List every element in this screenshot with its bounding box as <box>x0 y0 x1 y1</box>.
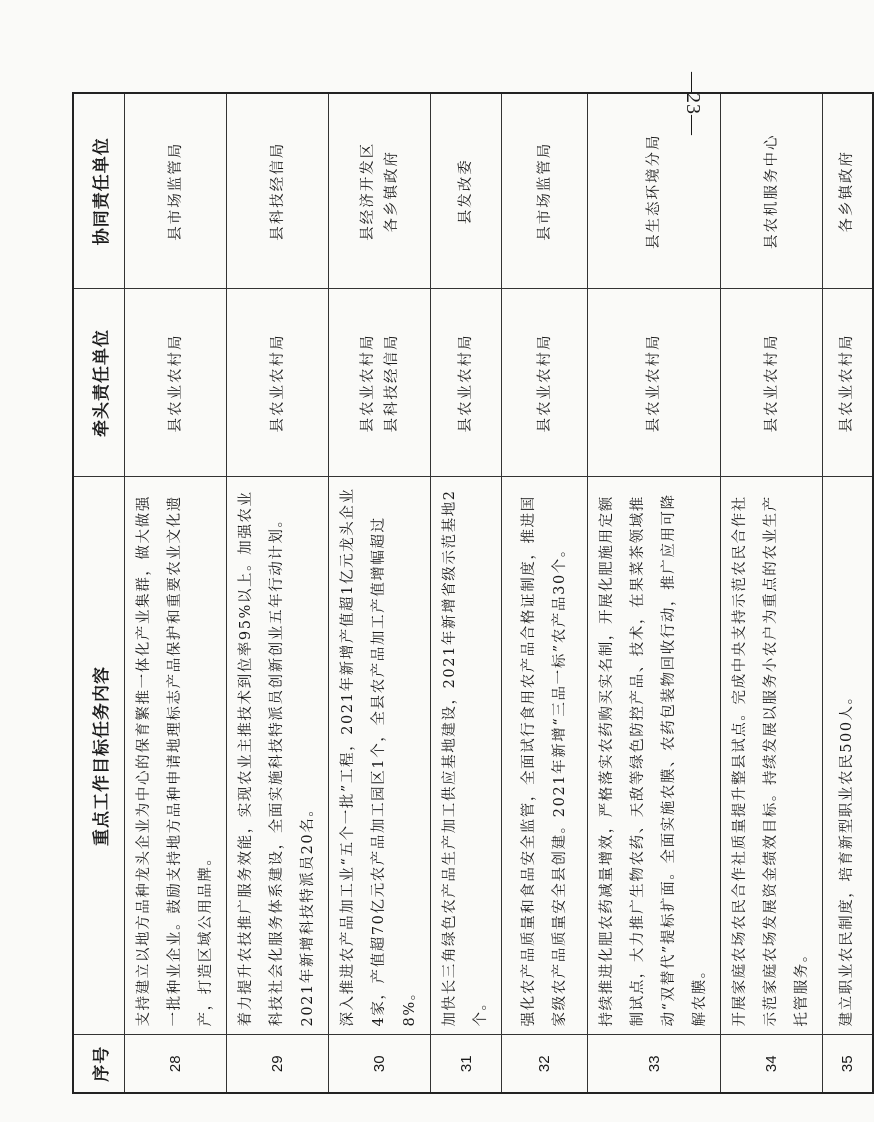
co-unit-name: 县发改委 <box>458 158 474 225</box>
row-lead-unit <box>125 289 227 477</box>
lead-unit-name: 县科技经信局 <box>383 333 400 433</box>
row-seq: 33 <box>588 1035 721 1093</box>
row-task: 强化农产品质量和食品安全监管，全面试行食用农产品合格证制度，推进国家级农产品质量安全县创建。2021年新增“三品一标”农产品30个。 <box>502 477 588 1035</box>
task-table <box>72 92 874 1094</box>
row-lead-unit <box>502 289 588 477</box>
row-lead-unit <box>721 289 823 477</box>
row-seq: 28 <box>125 1035 227 1093</box>
lead-unit-name: 县农业农村局 <box>458 333 474 433</box>
row-lead-unit <box>227 289 329 477</box>
row-seq: 35 <box>823 1035 873 1093</box>
table-row <box>431 93 502 1093</box>
row-lead-unit <box>588 289 721 477</box>
header-co: 协同责任单位 <box>73 93 125 289</box>
row-seq: 31 <box>431 1035 502 1093</box>
table-row <box>588 93 721 1093</box>
table-header-row <box>73 93 125 1093</box>
row-co-unit <box>502 93 588 289</box>
co-unit-name: 县农机服务中心 <box>763 133 780 249</box>
co-unit-name: 县市场监管局 <box>167 141 184 241</box>
table-row <box>329 93 431 1093</box>
co-unit-name: 县生态环境分局 <box>646 133 662 249</box>
row-lead-unit <box>823 289 873 477</box>
table-row <box>721 93 823 1093</box>
row-task: 着力提升农技推广服务效能，实现农业主推技术到位率95%以上。加强农业科技社会化服务体系建设，全面实施科技特派员创新创业五年行动计划。2021年新增科技特派员20名。 <box>227 477 329 1035</box>
lead-unit-name: 县农业农村局 <box>646 333 662 433</box>
row-lead-unit <box>431 289 502 477</box>
row-co-unit <box>721 93 823 289</box>
lead-unit-name: 县农业农村局 <box>167 333 184 433</box>
row-task: 加快长三角绿色农产品生产加工供应基地建设，2021年新增省级示范基地2个。 <box>431 477 502 1035</box>
row-task: 开展家庭农场农民合作社质量提升整县试点。完成中央支持示范农民合作社示范家庭农场发展资金绩效目标。持续发展以服务小农户为重点的农业生产托管服务。 <box>721 477 823 1035</box>
header-seq: 序号 <box>73 1035 125 1093</box>
row-task: 建立职业农民制度，培育新型职业农民500人。 <box>823 477 873 1035</box>
lead-unit-name: 县农业农村局 <box>763 333 780 433</box>
row-co-unit <box>227 93 329 289</box>
row-task: 深入推进农产品加工业“五个一批”工程，2021年新增产值超1亿元龙头企业4家，产值超70亿元农产品加工园区1个，全县农产品加工产值增幅超过8%。 <box>329 477 431 1035</box>
row-lead-unit <box>329 289 431 477</box>
table-row <box>227 93 329 1093</box>
row-task: 持续推进化肥农药减量增效，严格落实农药购买实名制，开展化肥施用定额制试点，大力推广生物农药、天敌等绿色防控产品、技术，在果菜茶领域推动“双替代”提标扩面。全面实施农膜、农药包装物回收行动，推广应用可降解农膜。 <box>588 477 721 1035</box>
rotated-table-container <box>72 94 856 1094</box>
co-unit-name: 县市场监管局 <box>536 141 553 241</box>
row-co-unit <box>125 93 227 289</box>
row-co-unit <box>431 93 502 289</box>
table-row <box>125 93 227 1093</box>
co-unit-name: 各乡镇政府 <box>383 150 400 233</box>
row-task: 支持建立以地方品种龙头企业为中心的保育繁推一体化产业集群，做大做强一批种业企业。鼓励支持地方品种申请地理标志产品保护和重要农业文化遗产，打造区域公用品牌。 <box>125 477 227 1035</box>
lead-unit-name: 县农业农村局 <box>269 333 286 433</box>
lead-unit-name: 县农业农村局 <box>359 333 376 433</box>
header-lead: 牵头责任单位 <box>73 289 125 477</box>
row-seq: 30 <box>329 1035 431 1093</box>
lead-unit-name: 县农业农村局 <box>536 333 553 433</box>
page-number: —23— <box>682 72 704 136</box>
row-seq: 32 <box>502 1035 588 1093</box>
row-co-unit <box>329 93 431 289</box>
header-task: 重点工作目标任务内容 <box>73 477 125 1035</box>
table-body <box>125 93 873 1093</box>
row-seq: 34 <box>721 1035 823 1093</box>
table-row <box>502 93 588 1093</box>
co-unit-name: 各乡镇政府 <box>839 150 856 233</box>
row-co-unit <box>823 93 873 289</box>
lead-unit-name: 县农业农村局 <box>839 333 856 433</box>
co-unit-name: 县经济开发区 <box>359 141 376 241</box>
co-unit-name: 县科技经信局 <box>269 141 286 241</box>
row-seq: 29 <box>227 1035 329 1093</box>
table-row <box>823 93 873 1093</box>
